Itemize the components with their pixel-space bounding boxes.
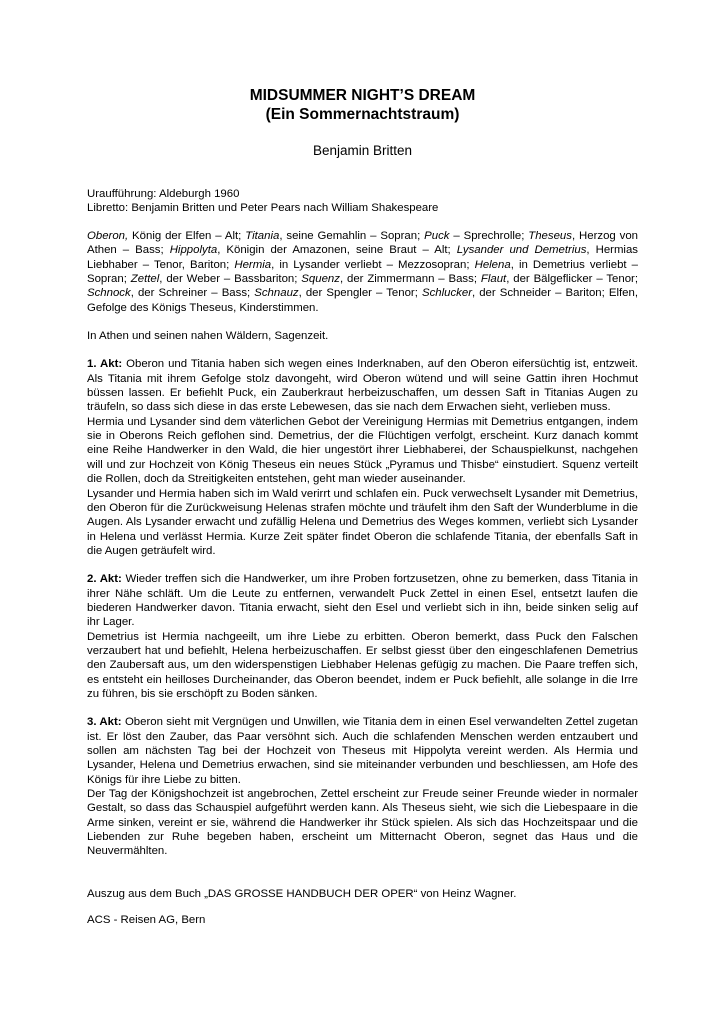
cast-role-description: – Sprechrolle; [449,230,529,242]
cast-role-description: , der Schreiner – Bass; [130,287,255,300]
cast-role-name: Theseus [528,230,572,242]
cast-role-description: , in Demetrius verliebt – Sopran; [87,258,638,286]
setting-line: In Athen und seinen nahen Wäldern, Sagenzeit. [87,330,329,343]
cast-role-description: , in Lysander verliebt – Mezzosopran; [271,258,475,271]
cast-role-description: , der Spengler – Tenor; [298,287,422,300]
libretto-line: Libretto: Benjamin Britten und Peter Pears nach William Shakespeare [87,202,439,214]
cast-role-name: Puck [424,230,450,242]
act-1-section [87,357,638,558]
act-2-paragraph-1 [87,572,638,629]
cast-role-name: Schnauz [254,287,299,300]
act-1-text-1: Oberon und Titania haben sich wegen eines Inderknaben, auf den Oberon eifersüchtig ist, entzweit. Als Titania mit ihrem Gefolge stolz davongeht, wird Oberon wütend und will seine Gattin ihren Hochmut büssen lassen. Er befiehlt Puck, ein Zauberkraut herbeizuschaffen, um dessen Saft in Titanias Augen zu träufeln, so dass sich diese in das erste Lebewesen, das sie nach dem Erwachen sieht, verlieben muss. [87,358,638,414]
publisher-note: ACS - Reisen AG, Bern [87,914,206,927]
premiere-line: Uraufführung: Aldeburgh 1960 [87,188,240,200]
act-3-section [87,715,638,858]
act-1-paragraph-3: Lysander und Hermia haben sich im Wald verirrt und schlafen ein. Puck verwechselt Lysander mit Demetrius, den Oberon für die Zurückweisung Helenas strafen möchte und träufelt ihm den Saft der Wunderblume in die Augen. Als Lysander erwacht und zufällig Helena und Demetrius des Weges kommen, verliebt sich Lysander in Helena und verlässt Hermia. Kurze Zeit später findet Oberon die schlafende Titania, der ebenfalls Saft in die Augen geträufelt wird. [87,487,638,557]
cast-role-description: , Hermias Liebhaber – Tenor, Bariton; [87,244,638,271]
act-3-paragraph-1 [87,715,638,787]
cast-role-description: König der Elfen – Alt; [128,230,246,242]
cast-role-description: , der Bälgeflicker – Tenor; [506,273,639,286]
cast-role-name: Flaut [480,273,507,286]
cast-role-description: , der Weber – Bassbariton; [159,273,302,286]
cast-role-name: Zettel [130,273,160,286]
composer-name: Benjamin Britten [312,143,413,158]
cast-role-name: Schnock [87,287,131,300]
cast-role-description: , Herzog von Athen – Bass; [87,230,638,257]
source-note: Auszug aus dem Buch „DAS GROSSE HANDBUCH DER OPER“ von Heinz Wagner. [87,887,517,900]
premiere-info [87,187,638,215]
act-2-label: 2. Akt: [87,573,122,586]
cast-role-name: Schlucker [421,287,472,300]
act-3-paragraph-2: Der Tag der Königshochzeit ist angebrochen, Zettel erscheint zur Freude seiner Freunde wieder in normaler Gestalt, so dass das Schauspiel aufgeführt werden kann. Als Theseus sieht, wie sich die Liebespaare in die Arme sinken, vereint er sie, während die Handwerker ihr Stück spielen. Als sich das Hochzeitspaar und die Liebenden zur Ruhe begeben haben, erscheint um Mitternacht Oberon, segnet das Haus und die Neuvermählten. [87,788,638,858]
title-line-2: (Ein Sommernachtstraum) [265,106,460,123]
cast-role-name: Helena [474,258,511,271]
document-page [87,86,638,927]
act-1-paragraph-2: Hermia und Lysander sind dem väterlichen Gebot der Vereinigung Hermias mit Demetrius entgangen, indem sie in Oberons Reich geflohen sind. Demetrius, der die Flüchtigen verfolgt, erscheint. Kurz danach kommt eine Reihe Handwerker in den Wald, die hier ungestört ihrer Liebhaberei, der Schauspielkunst, nachgehen will und zur Hochzeit von König Theseus ein neues Stück „Pyramus und Thisbe“ einstudiert. Squenz verteilt die Rollen, doch da Streitigkeiten entstehen, geht man wieder auseinander. [87,415,638,486]
act-2-paragraph-2: Demetrius ist Hermia nachgeeilt, um ihre Liebe zu erbitten. Oberon bemerkt, dass Puck den Falschen verzaubert hat und befiehlt, Helena herbeizuschaffen. Er selbst giesst über den eingeschlafenen Demetrius den Zaubersaft aus, um den widerspenstigen Liebhaber Helenas gefügig zu machen. Die Paare treffen sich, es entsteht ein heilloses Durcheinander, das Oberon beendet, indem er Puck befiehlt, alle solange in die Irre zu führen, bis sie erschöpft zu Boden sänken. [87,630,638,700]
act-3-text-1: Oberon sieht mit Vergnügen und Unwillen, wie Titania dem in einen Esel verwandelten Zettel zugetan ist. Er löst den Zauber, das Paar versöhnt sich. Auch die schlafenden Menschen werden entzaubert und sollen am nächsten Tag bei der Hochzeit von Theseus mit Hippolyta vereint werden. Als Hermia und Lysander, Helena und Demetrius erwachen, sind sie miteinander verbunden und beschliessen, am Hofe des Königs für ihre Liebe zu bitten. [87,716,639,786]
cast-role-description: , der Zimmermann – Bass; [339,273,481,286]
cast-role-description: , Königin der Amazonen, seine Braut – Alt; [217,244,457,257]
document-title [87,86,638,124]
cast-role-name: Oberon, [87,230,129,242]
act-1-paragraph-1 [87,357,638,414]
cast-list [87,229,638,315]
act-1-label: 1. Akt: [87,358,123,371]
cast-role-description: , der Schneider – Bariton; Elfen, Gefolge des Königs Theseus, Kinderstimmen. [87,287,638,314]
cast-role-name: Squenz [301,273,340,286]
cast-role-description: , seine Gemahlin – Sopran; [279,230,425,242]
act-2-text-1: Wieder treffen sich die Handwerker, um ihre Proben fortzusetzen, ohne zu bemerken, dass Titania in ihrer Nähe schläft. Um die Leute zu entfernen, verwandelt Puck Zettel in einen Esel, entsetzt laufen die biederen Handwerker davon. Titania erwacht, sieht den Esel und verliebt sich in ihn, beide sinken selig auf ihr Lager. [87,573,639,629]
title-line-1: MIDSUMMER NIGHT’S DREAM [249,87,476,104]
cast-role-name: Hippolyta [169,244,218,257]
act-3-label: 3. Akt: [87,716,122,729]
cast-role-name: Titania [245,230,280,242]
act-2-section [87,572,638,701]
cast-role-name: Hermia [234,258,272,271]
cast-role-name: Lysander und Demetrius [456,244,587,257]
